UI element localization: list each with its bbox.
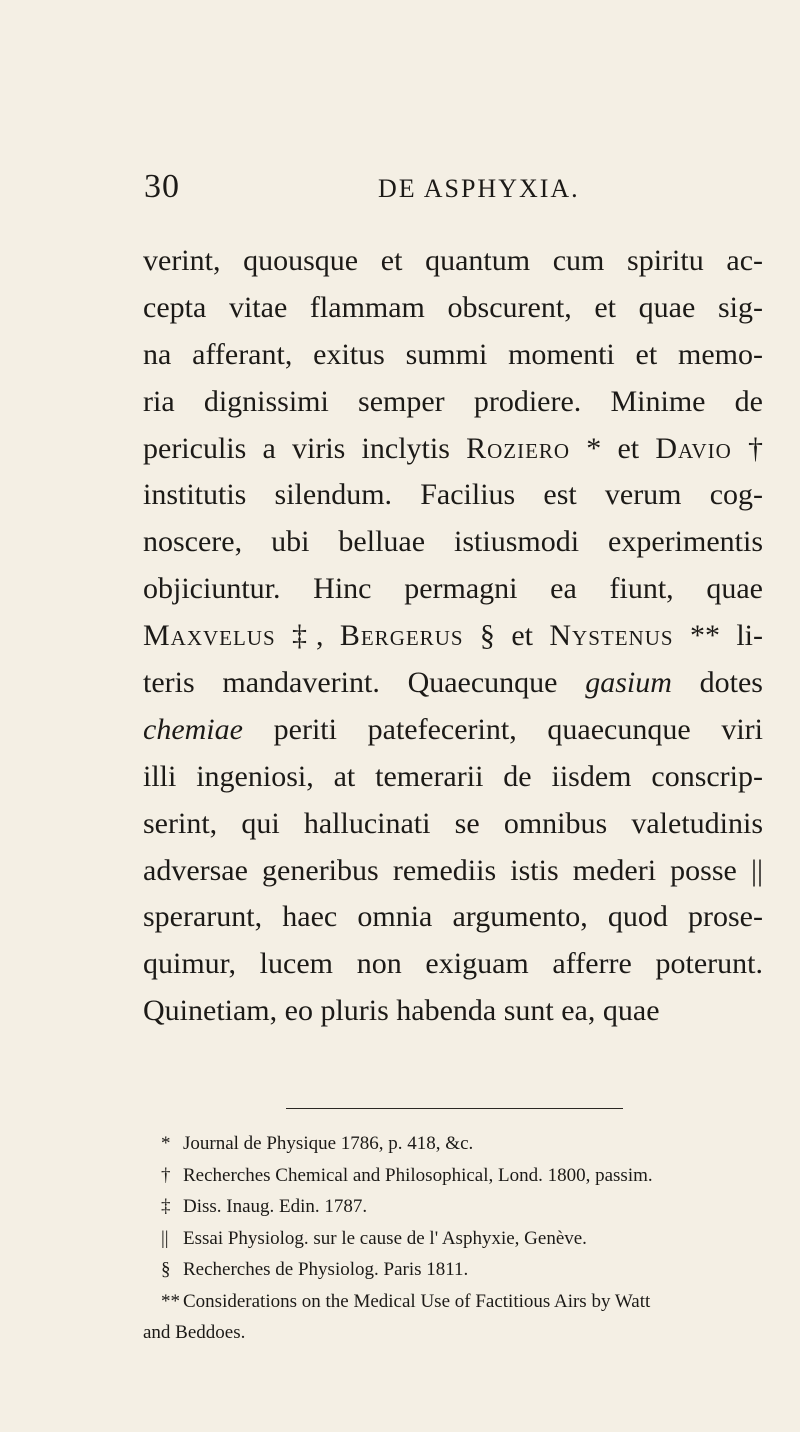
- text-run: * et: [570, 431, 656, 465]
- text-run: ** li-: [673, 619, 763, 653]
- footnote: [143, 1128, 763, 1160]
- text-line: na afferant, exitus summi momenti et memo-: [143, 337, 763, 371]
- footnotes: [143, 1128, 763, 1349]
- text-run: †: [731, 431, 764, 465]
- text-line: Quinetiam, eo pluris habenda sunt ea, quae: [143, 994, 660, 1028]
- text-run: dotes: [671, 666, 763, 700]
- footnote: [143, 1223, 763, 1255]
- footnote-text: and Beddoes.: [143, 1322, 246, 1343]
- footnote-mark: ‡: [161, 1196, 171, 1217]
- text-line: illi ingeniosi, at temerarii de iisdem conscrip-: [143, 759, 763, 793]
- footnote: [143, 1254, 763, 1286]
- text-line: noscere, ubi belluae istiusmodi experimentis: [143, 525, 763, 559]
- footnote-text: Journal de Physique 1786, p. 418, &c.: [183, 1133, 474, 1154]
- text-line: cepta vitae flammam obscurent, et quae sig-: [143, 290, 763, 324]
- author-name: Davio: [655, 431, 732, 465]
- text-line: ria dignissimi semper prodiere. Minime de: [143, 384, 763, 418]
- page-header: [144, 168, 764, 208]
- text-run: teris mandaverint. Quaecunque: [143, 666, 586, 700]
- footnote: [143, 1191, 763, 1223]
- footnote-text: Essai Physiolog. sur le cause de l' Asphyxie, Genève.: [183, 1227, 587, 1249]
- page-number: 30: [144, 168, 180, 205]
- text-line: adversae generibus remediis istis mederi posse ||: [143, 853, 763, 887]
- text-line: [143, 707, 763, 754]
- text-line: [143, 660, 763, 707]
- text-line: institutis silendum. Facilius est verum cog-: [143, 478, 763, 512]
- footnote-continuation: [143, 1317, 763, 1349]
- footnote-text: Recherches Chemical and Philosophical, Lond. 1800, passim.: [183, 1164, 653, 1186]
- italic-term: gasium: [585, 666, 672, 700]
- footnote-text: Diss. Inaug. Edin. 1787.: [183, 1196, 368, 1217]
- author-name: Nystenus: [549, 619, 674, 653]
- text-line: [143, 426, 763, 473]
- text-line: verint, quousque et quantum cum spiritu ac-: [143, 244, 763, 277]
- footnote-mark: §: [161, 1259, 171, 1280]
- footnote-mark: **: [161, 1290, 180, 1312]
- author-name: Maxvelus: [143, 619, 276, 653]
- text-line: quimur, lucem non exiguam afferre poterunt.: [143, 947, 763, 981]
- footnote-mark: *: [161, 1133, 171, 1154]
- text-line: objiciuntur. Hinc permagni ea fiunt, quae: [143, 572, 763, 606]
- text-line: [143, 613, 763, 660]
- footnote-text: Recherches de Physiolog. Paris 1811.: [183, 1259, 469, 1280]
- text-line: serint, qui hallucinati se omnibus valetudinis: [143, 806, 763, 840]
- footnote: [143, 1286, 763, 1318]
- italic-term: chemiae: [143, 712, 243, 746]
- footnote-mark: ||: [161, 1227, 169, 1249]
- author-name: Bergerus: [339, 619, 464, 653]
- footnote-text: Considerations on the Medical Use of Factitious Airs by Watt: [183, 1290, 651, 1312]
- main-text: [143, 238, 763, 1035]
- text-run: periti patefecerint, quaecunque viri: [242, 712, 763, 746]
- text-run: § et: [463, 619, 550, 653]
- footnote: [143, 1160, 763, 1192]
- footnote-divider: [286, 1108, 623, 1109]
- footnote-mark: †: [161, 1164, 171, 1186]
- author-name: Roziero: [466, 431, 571, 465]
- text-line: sperarunt, haec omnia argumento, quod prose-: [143, 900, 763, 934]
- text-run: ‡,: [275, 619, 340, 653]
- running-title: DE ASPHYXIA.: [378, 174, 580, 203]
- text-run: periculis a viris inclytis: [143, 431, 467, 465]
